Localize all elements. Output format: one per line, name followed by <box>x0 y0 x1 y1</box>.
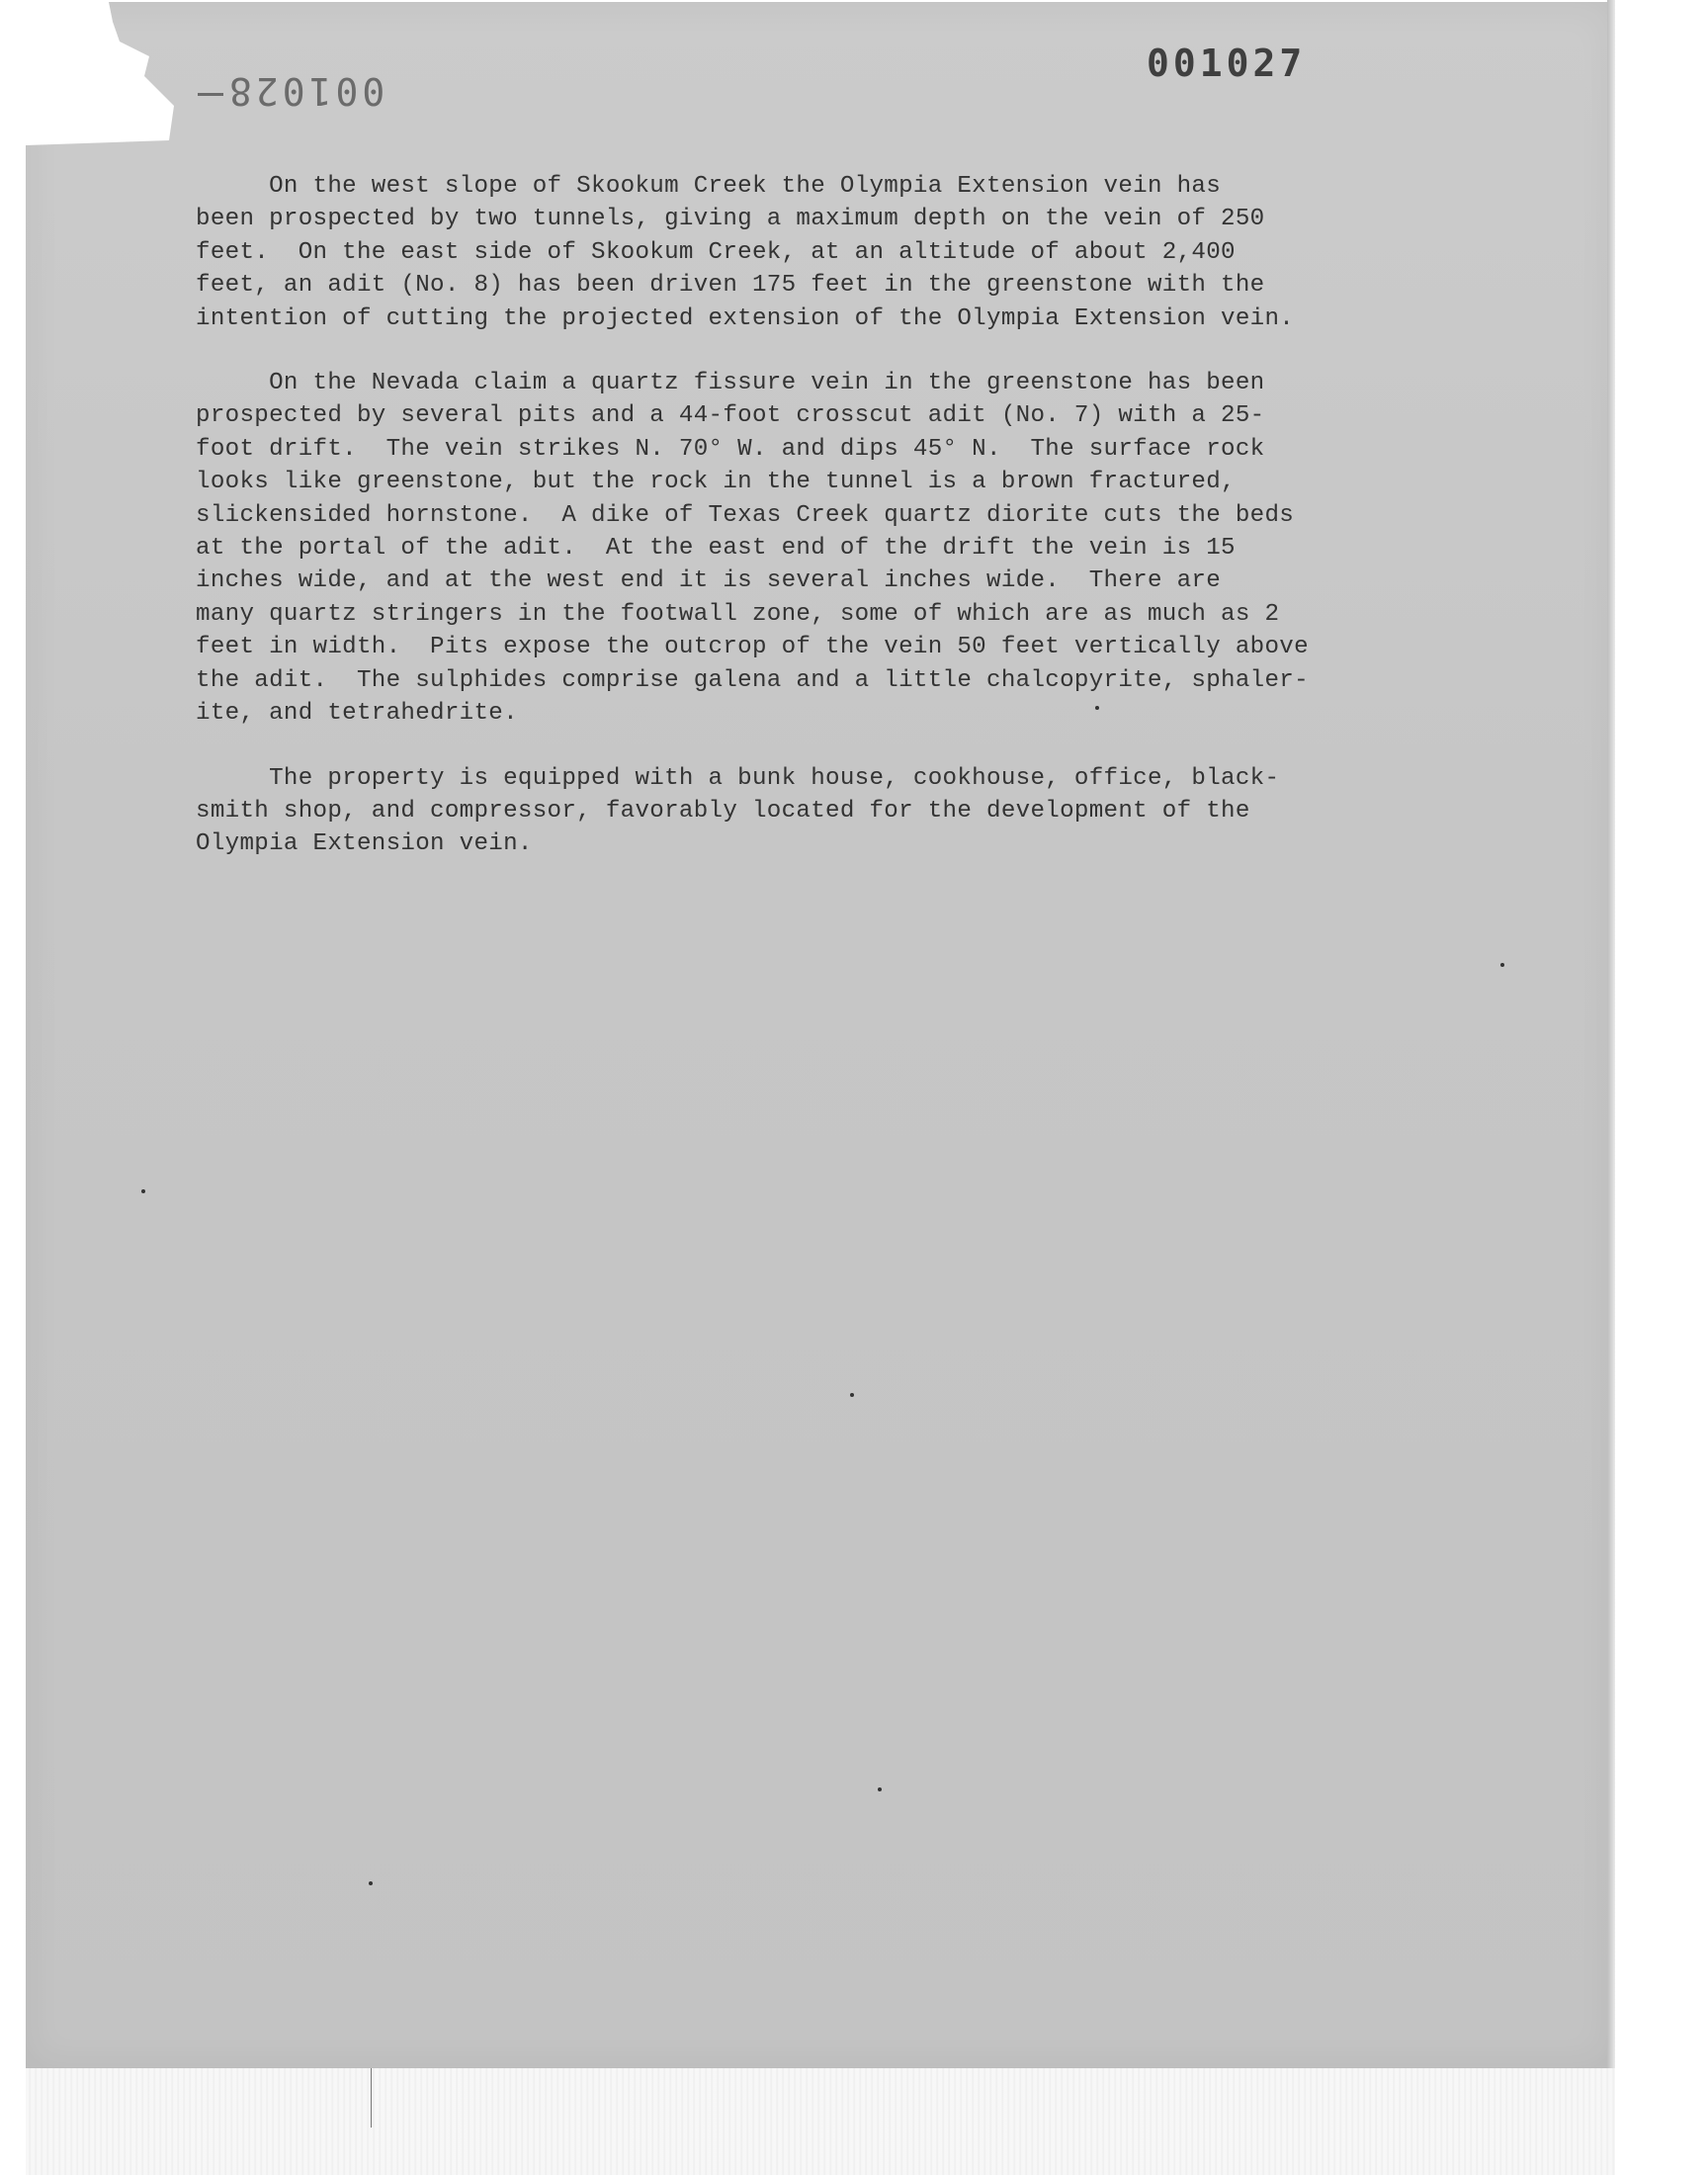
text-line: at the portal of the adit. At the east end of the drift the vein is 15 <box>196 535 1236 563</box>
text-line: feet. On the east side of Skookum Creek, at an altitude of about 2,400 <box>196 238 1236 266</box>
text-line: prospected by several pits and a 44-foot crosscut adit (No. 7) with a 25- <box>196 402 1265 430</box>
text-line: The property is equipped with a bunk house, cookhouse, office, black- <box>196 764 1280 792</box>
text-line: ite, and tetrahedrite. <box>196 700 518 728</box>
scan-speck <box>369 1881 373 1885</box>
scan-speck <box>1500 963 1504 967</box>
body-text <box>196 170 1481 893</box>
inverted-stamp-number: 001028 <box>225 69 385 113</box>
scan-speck <box>141 1189 145 1193</box>
scanner-strip <box>26 2068 1615 2175</box>
scan-speck <box>878 1787 882 1791</box>
text-line: foot drift. The vein strikes N. 70° W. and dips 45° N. The surface rock <box>196 435 1265 463</box>
text-line: intention of cutting the projected extension of the Olympia Extension vein. <box>196 304 1295 332</box>
stamp-dash <box>198 93 223 96</box>
text-line: slickensided hornstone. A dike of Texas Creek quartz diorite cuts the beds <box>196 501 1295 529</box>
page-number: 001027 <box>1147 42 1307 85</box>
text-line: the adit. The sulphides comprise galena and a little chalcopyrite, sphaler- <box>196 666 1309 694</box>
text-line: looks like greenstone, but the rock in the tunnel is a brown fractured, <box>196 469 1236 496</box>
text-line: many quartz stringers in the footwall zone, some of which are as much as 2 <box>196 600 1280 628</box>
paragraph-1 <box>196 170 1481 335</box>
scan-speck <box>1095 706 1099 710</box>
text-line: smith shop, and compressor, favorably located for the development of the <box>196 797 1250 825</box>
scanner-line <box>371 2068 372 2128</box>
scan-speck <box>850 1393 854 1397</box>
text-line: feet, an adit (No. 8) has been driven 175 feet in the greenstone with the <box>196 272 1265 300</box>
page-edge <box>1607 0 1615 2068</box>
text-line: On the west slope of Skookum Creek the Olympia Extension vein has <box>196 173 1222 200</box>
text-line: On the Nevada claim a quartz fissure vein in the greenstone has been <box>196 370 1265 397</box>
paragraph-2 <box>196 367 1481 730</box>
paragraph-3 <box>196 762 1481 861</box>
text-line: feet in width. Pits expose the outcrop of the vein 50 feet vertically above <box>196 634 1309 661</box>
text-line: been prospected by two tunnels, giving a maximum depth on the vein of 250 <box>196 206 1265 233</box>
text-line: inches wide, and at the west end it is several inches wide. There are <box>196 567 1222 595</box>
text-line: Olympia Extension vein. <box>196 830 533 858</box>
